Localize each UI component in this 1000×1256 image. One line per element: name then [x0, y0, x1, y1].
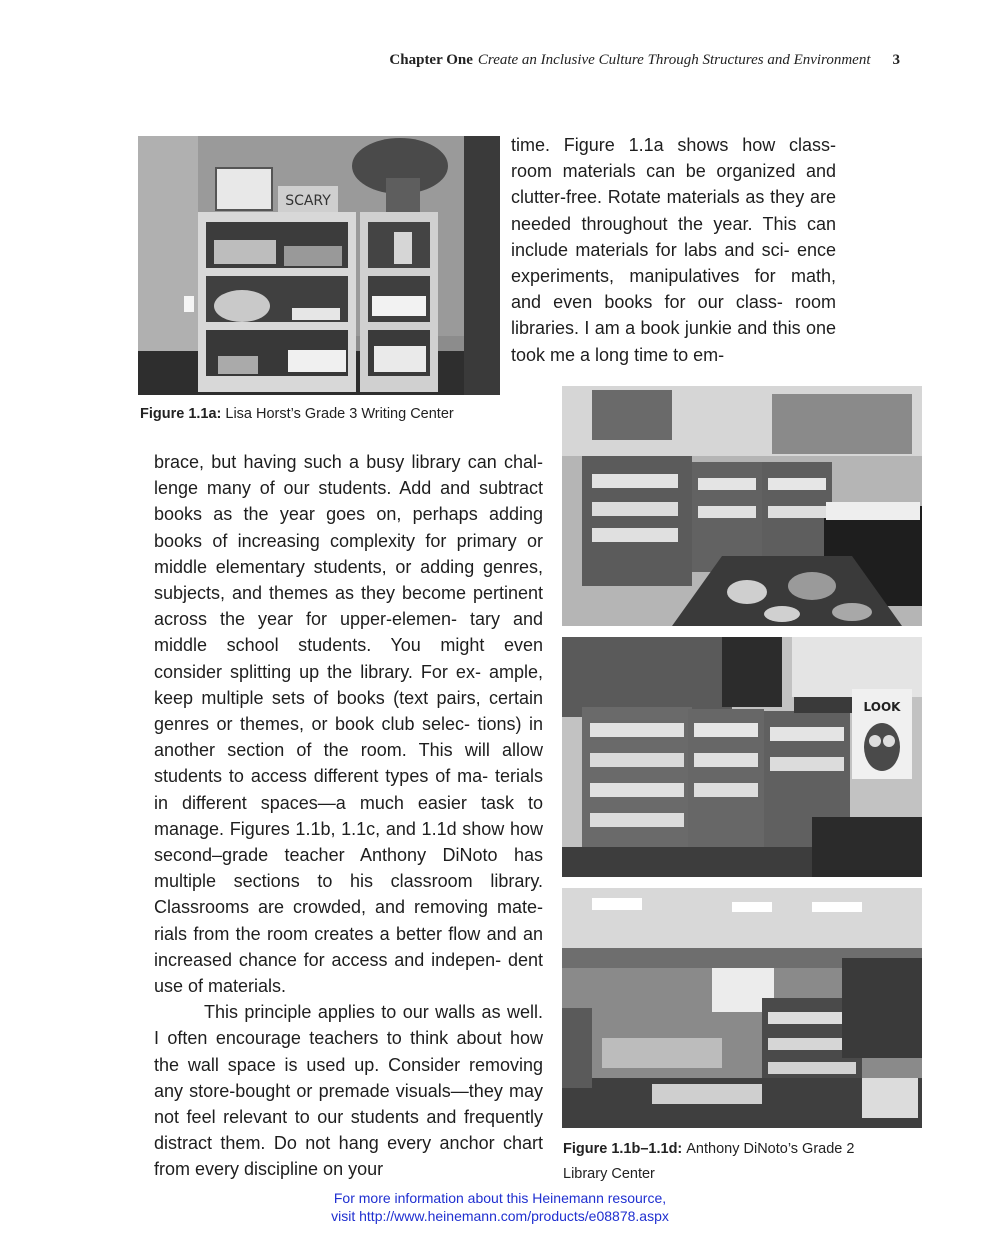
figure-1-1b-photo: [562, 386, 922, 626]
figure-1-1a-caption: [140, 402, 454, 427]
footer: [0, 1189, 1000, 1225]
figure-1-1b-d-caption-line1: Anthony DiNoto’s Grade 2: [686, 1141, 855, 1157]
scary-sign-text: SCARY: [285, 193, 331, 209]
top-right-paragraph: [511, 132, 836, 368]
footer-link[interactable]: visit http://www.heinemann.com/products/e08878.aspx: [331, 1208, 669, 1224]
running-head: [100, 52, 900, 69]
main-paragraph: brace, but having such a busy library can chal- lenge many of our students. Add and subtract books as the year goes on, perhaps adding books of increasing complexity for primary or middle elementary students, or adding genres, subjects, and themes as they become pertinent across the year for upper-elemen- tary and middle school students. You might even consider splitting up the library. For ex- ample, keep multiple sets of books (text pairs, certain genres or themes, or book club selec- tions) in another section of the room. This will allow students to access different types of ma- terials in different spaces—a much easier task to manage. Figures 1.1b, 1.1c, and 1.1d show how second–grade teacher Anthony DiNoto has multiple sections to his classroom library. Classrooms are crowded, and removing mate- rials from the room creates a better flow and an increased chance for access and indepen- dent use of materials.: [154, 452, 543, 997]
figure-1-1b-d-caption: [563, 1137, 923, 1187]
walls-paragraph: This principle applies to our walls as well. I often encourage teachers to think about how the wall space is used up. Consider removing any store-bought or premade visuals—they may not feel relevant to our students and frequently distract them. Do not hang every anchor chart from every discipline on your: [154, 1002, 543, 1180]
chapter-subtitle: Create an Inclusive Culture Through Structures and Environment: [477, 52, 871, 68]
page-number: 3: [892, 52, 900, 68]
figure-1-1d-photo: [562, 888, 922, 1128]
figure-1-1a-label: Figure 1.1a:: [140, 406, 222, 422]
figure-1-1a-photo: [138, 136, 500, 395]
figure-1-1c-photo: [562, 637, 922, 877]
main-column: [154, 449, 543, 1183]
figure-1-1b-d-label: Figure 1.1b–1.1d:: [563, 1141, 683, 1157]
figure-1-1b-d-caption-line2: Library Center: [563, 1166, 655, 1182]
look-sign-text: LOOK: [863, 700, 901, 714]
top-right-paragraph-text: time. Figure 1.1a shows how class- room materials can be organized and clutter-free. Rotate materials as they are needed throughout the year. This can include materials for labs and sci- ence experiments, manipulatives for math, and even books for our class- room libraries. I am a book junkie and this one took me a long time to em-: [511, 135, 836, 365]
chapter-label: Chapter One: [389, 52, 473, 68]
figure-1-1a-caption-text: Lisa Horst’s Grade 3 Writing Center: [225, 406, 454, 422]
footer-line-1: For more information about this Heinemann resource,: [333, 1190, 667, 1206]
